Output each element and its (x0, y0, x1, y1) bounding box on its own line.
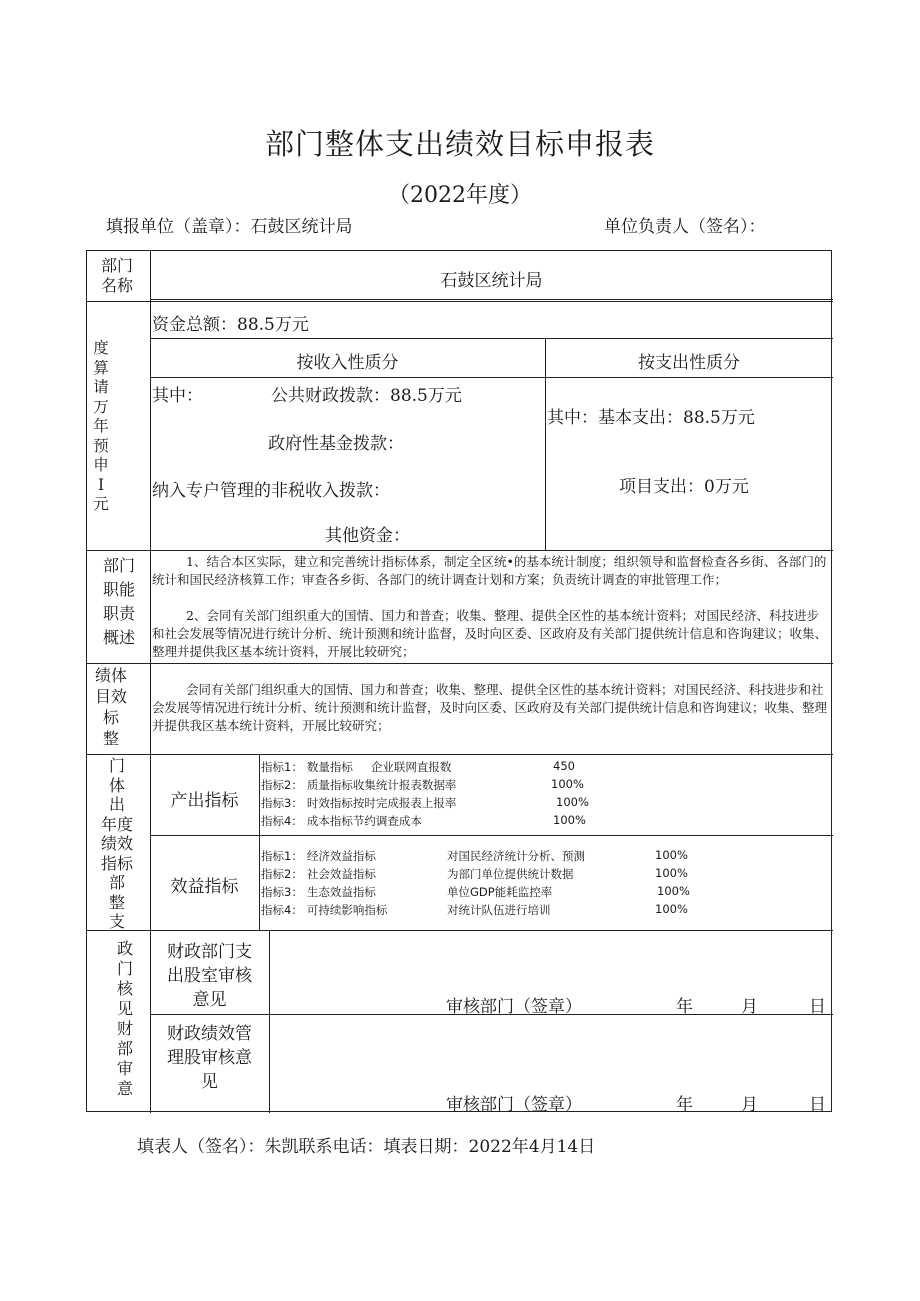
budget-total: 资金总额：88.5万元 (152, 315, 309, 335)
indicator-value: 100% (655, 866, 688, 880)
dept-name: 石鼓区统计局 (440, 271, 543, 291)
indicator-desc: 对国民经济统计分析、预测 (447, 849, 585, 863)
finance-performance-review-label: 财政绩效管 理股审核意 见 (167, 1024, 252, 1092)
indicator-desc: 单位GDP能耗监控率 (447, 885, 553, 899)
report-table (86, 250, 832, 1115)
by-income-header: 按收入性质分 (296, 353, 399, 373)
overall-goal-text: 会同有关部门组织重大的国情、国力和普查；收集、整理、提供全区性的基本统计资料；对国民经济、科技进步和社会发展等情况进行统计分析、统计预测和统计监督，及时向区委、区政府及有关部门提供统计信息和咨询建议；收集、整理并提供我区基本统计资料，开展比较研究； (152, 682, 828, 733)
indicator-value: 100% (657, 884, 690, 898)
indicator-value: 100% (655, 848, 688, 862)
annual-goal-side-label: 门 体 出 年度 绩效 指标 部 整 支 (100, 756, 133, 931)
indicator-value: 450 (553, 759, 575, 773)
indicator-desc: 为部门单位提供统计数据 (447, 867, 574, 881)
functions-side-label: 部门 职能 职责 概述 (102, 556, 135, 647)
indicator-row: 指标4： 成本指标节约调查成本 (261, 814, 422, 828)
review-year-1: 年 (676, 997, 693, 1017)
review-year-2: 年 (676, 1095, 693, 1115)
overall-goal-side-label: 绩体 目效 标 整 (94, 666, 127, 748)
indicator-value: 100% (553, 813, 586, 827)
functions-paragraph-1: 1、结合本区实际，建立和完善统计指标体系，制定全区统•的基本统计制度；组织领导和监督检查各乡街、各部门的统计和国民经济核算工作；审查各乡街、各部门的统计调查计划和方案；负责统计调查的审批管理工作； (152, 554, 827, 587)
indicator-value: 100% (551, 777, 584, 791)
output-indicator-label: 产出指标 (170, 791, 239, 811)
review-month-2: 月 (741, 1095, 758, 1115)
footer-filler-info: 填表人（签名）：朱凯联系电话：填表日期：2022年4月14日 (137, 1137, 596, 1157)
indicator-row: 指标2： 质量指标收集统计报表数据率 (261, 778, 457, 792)
income-nontax: 纳入专户管理的非税收入拨款： (152, 481, 390, 501)
review-day-1: 日 (809, 997, 826, 1017)
filling-unit: 填报单位（盖章）：石鼓区统计局 (106, 217, 353, 237)
indicator-desc: 对统计队伍进行培训 (447, 903, 551, 917)
income-other: 其他资金： (325, 526, 410, 546)
income-public: 公共财政拨款：88.5万元 (271, 386, 462, 406)
indicator-row: 指标4： 可持续影响指标 (261, 903, 388, 917)
dept-label: 部门 名称 (101, 256, 134, 295)
indicator-row: 指标1： 数量指标 企业联网直报数 (261, 760, 452, 774)
finance-dept-review-label: 财政部门支 出股室审核 意见 (167, 942, 252, 1010)
page-title: 部门整体支出绩效目标申报表 (264, 127, 655, 161)
income-prefix: 其中： (152, 386, 203, 406)
by-expense-header: 按支出性质分 (638, 353, 740, 373)
review-sign-2: 审核部门（签章） (446, 1095, 582, 1115)
benefit-indicator-label: 效益指标 (170, 877, 239, 897)
functions-paragraph-2: 2、会同有关部门组织重大的国情、国力和普查；收集、整理、提供全区性的基本统计资料；对国民经济、科技进步和社会发展等情况进行统计分析、统计预测和统计监督，及时向区委、区政府及有关部门提供统计信息和咨询建议；收集、整理并提供我区基本统计资料，开展比较研究； (152, 608, 828, 659)
indicator-row: 指标2： 社会效益指标 (261, 867, 376, 881)
indicator-value: 100% (556, 795, 589, 809)
indicator-row: 指标3： 生态效益指标 (261, 885, 376, 899)
review-sign-1: 审核部门（签章） (446, 997, 582, 1017)
income-fund: 政府性基金拨款： (268, 434, 404, 454)
review-month-1: 月 (741, 997, 758, 1017)
review-day-2: 日 (809, 1095, 826, 1115)
expense-basic: 其中：基本支出：88.5万元 (547, 408, 755, 428)
indicator-row: 指标1： 经济效益指标 (261, 849, 376, 863)
page-year: （2022年度） (388, 183, 532, 208)
indicator-value: 100% (655, 902, 688, 916)
expense-project: 项目支出：0万元 (619, 477, 749, 497)
review-side-label: 政 门 核 见 财 部 审 意 (116, 939, 133, 1098)
budget-side-label: 度 算 请 万 年 预 申 I 元 (93, 339, 109, 513)
indicator-row: 指标3： 时效指标按时完成报表上报率 (261, 796, 457, 810)
unit-leader: 单位负责人（签名）： (604, 217, 766, 237)
